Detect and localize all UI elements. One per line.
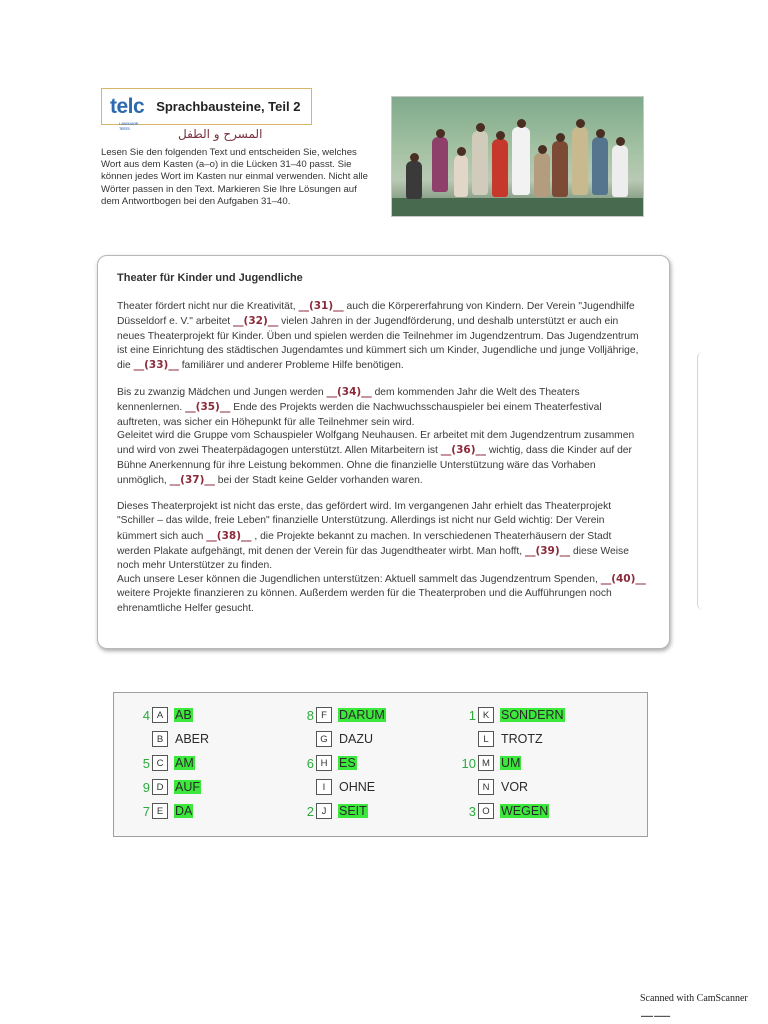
photo-person [406, 161, 422, 199]
option-letter-box[interactable]: F [316, 707, 332, 723]
photo-person [592, 137, 608, 195]
option-letter-box[interactable]: N [478, 779, 494, 795]
option-f[interactable] [288, 706, 386, 724]
photo-person [572, 127, 588, 195]
option-o[interactable] [450, 802, 549, 820]
paragraph-4: Dieses Theaterprojekt ist nicht das erste, das gefördert wird. Im vergangenen Jahr erhielt das Theaterprojekt "Schiller – das wilde, freie Leben" finanzielle Unterstützung. Allerdings ist nicht nur Geld wichtig: Der Verein kümmert sich auch __(38)__ , die Projekte bekannt zu machen. In verschiedenen Theaterhäusern der Stadt werden Plakate aufgehängt, mit denen der Verein für das Jugendtheater wirbt. Man hofft, __(39)__ diese Weise noch mehr Unterstützer zu finden. [117, 501, 629, 572]
option-l[interactable] [450, 730, 544, 748]
photo-person [432, 137, 448, 192]
option-answer-number: 7 [142, 803, 150, 819]
option-answer-number: 6 [306, 755, 314, 771]
arabic-handwritten-note: المسرح و الطفل [178, 127, 263, 141]
option-g[interactable] [288, 730, 374, 748]
paragraph-2: Bis zu zwanzig Mädchen und Jungen werden __(34)__ dem kommenden Jahr die Welt des Theaters kennenlernen. __(35)__ Ende des Projekts werden die Nachwuchsschauspieler bei einem Theaterfestival auftreten, was sicher ein Höhepunkt für alle Teilnehmer sein wird. [117, 386, 602, 428]
option-letter-box[interactable]: O [478, 803, 494, 819]
group-photo-image [391, 96, 644, 217]
option-n[interactable] [450, 778, 529, 796]
option-d[interactable] [124, 778, 201, 796]
option-letter-box[interactable]: A [152, 707, 168, 723]
option-answer-number: 2 [306, 803, 314, 819]
photo-person [492, 139, 508, 197]
option-word: ABER [175, 732, 210, 746]
option-letter-box[interactable]: H [316, 755, 332, 771]
option-k[interactable] [450, 706, 565, 724]
option-letter-box[interactable]: B [152, 731, 168, 747]
camscanner-watermark: Scanned with CamScanner [640, 993, 748, 1004]
option-j[interactable] [288, 802, 368, 820]
option-word: DAZU [339, 732, 374, 746]
option-h[interactable] [288, 754, 357, 772]
reading-text-box [97, 255, 670, 649]
option-word: DARUM [339, 708, 385, 722]
option-letter-box[interactable]: G [316, 731, 332, 747]
option-word: TROTZ [501, 732, 543, 746]
option-letter-box[interactable]: K [478, 707, 494, 723]
telc-logo: telc LANGUAGE TESTS [110, 94, 145, 131]
paragraph-5: Auch unsere Leser können die Jugendlichen unterstützen: Aktuell sammelt das Jugendzentrum Spenden, __(40)__ weitere Projekte finanzieren zu können. Außerdem werden für die Theaterproben und die Aufführungen noch ehrenamtliche Helfer gesucht. [117, 573, 646, 614]
telc-logo-subtext: LANGUAGE TESTS [119, 120, 138, 131]
photo-person [612, 145, 628, 197]
gap-40[interactable]: __(40)__ [600, 573, 646, 585]
photo-person [454, 155, 468, 197]
option-answer-number: 8 [306, 707, 314, 723]
photo-person [512, 127, 530, 195]
option-answer-number: 5 [142, 755, 150, 771]
option-letter-box[interactable]: C [152, 755, 168, 771]
option-i[interactable] [288, 778, 376, 796]
photo-person [472, 131, 488, 195]
option-letter-box[interactable]: M [478, 755, 494, 771]
option-answer-number: 3 [468, 803, 476, 819]
option-word: SEIT [339, 804, 367, 818]
option-b[interactable] [124, 730, 210, 748]
option-word: SONDERN [501, 708, 564, 722]
instructions: Lesen Sie den folgenden Text und entscheiden Sie, welches Wort aus dem Kasten (a–o) in die Lücken 31–40 passt. Sie können jedes Wort im Kasten nur einmal verwenden. Nicht alle Wörter passen in den Text. Markieren Sie Ihre Lösungen auf dem Antwortbogen bei den Aufgaben 31–40. [101, 147, 368, 207]
gap-38[interactable]: __(38)__ [206, 529, 252, 542]
option-m[interactable] [450, 754, 521, 772]
option-answer-number: 4 [142, 707, 150, 723]
option-letter-box[interactable]: D [152, 779, 168, 795]
camscanner-footnote-mark: ▬▬▬ ▬▬▬▬ [641, 1013, 671, 1018]
option-answer-number: 1 [468, 707, 476, 723]
text-title: Theater für Kinder und Jugendliche [117, 272, 303, 284]
option-word: WEGEN [501, 804, 549, 818]
gap-32[interactable]: __(32)__ [233, 315, 279, 328]
photo-person [552, 141, 568, 197]
option-word: VOR [501, 780, 529, 794]
gap-37[interactable]: __(37)__ [169, 473, 215, 486]
gap-34[interactable]: __(34)__ [326, 386, 372, 398]
option-letter-box[interactable]: I [316, 779, 332, 795]
option-letter-box[interactable]: J [316, 803, 332, 819]
option-word: AUF [175, 780, 200, 794]
option-word: UM [501, 756, 521, 770]
gap-36[interactable]: __(36)__ [440, 444, 486, 457]
option-answer-number: 10 [461, 755, 476, 771]
option-word: OHNE [339, 780, 376, 794]
option-word: ES [339, 756, 356, 770]
option-letter-box[interactable]: L [478, 731, 494, 747]
page-edge-shadow [697, 352, 704, 610]
gap-39[interactable]: __(39)__ [524, 544, 571, 557]
option-word: AB [175, 708, 192, 722]
paragraph-1: Theater fördert nicht nur die Kreativität, __(31)__ auch die Körpererfahrung von Kindern. Der Verein "Jugendhilfe Düsseldorf e. V." arbeitet __(32)__ vielen Jahren in der Jugendförderung, und deshalb unterstützt er auch ein neues Theaterprojekt für Kinder. Üben und spielen werden die Teilnehmer im Jugendzentrum. Das Jugendzentrum ist eine Einrichtung des städtischen Jugendamtes und kümmert sich um Kinder, Jugendliche und junge Volljährige, die __(33)__ familiärer und anderer Probleme Hilfe benötigen. [117, 300, 639, 372]
gap-31[interactable]: __(31)__ [298, 300, 344, 312]
option-word: AM [175, 756, 194, 770]
option-c[interactable] [124, 754, 195, 772]
paragraph-3: Geleitet wird die Gruppe vom Schauspieler Wolfgang Neuhausen. Er arbeitet mit dem Jugendzentrum zusammen und wird von zwei Theaterpädagogen unterstützt. Allen Mitarbeitern ist __(36)__ wichtig, dass die Kinder auf der Bühne Anerkennung für ihre Leistung bekommen. Ohne die finanzielle Unterstützung wäre das Vorhaben unmöglich, __(37)__ bei der Stadt keine Gelder vorhanden waren. [117, 430, 635, 486]
word-options-box [113, 692, 648, 837]
section-title: Sprachbausteine, Teil 2 [156, 99, 301, 114]
photo-person [534, 153, 550, 197]
option-a[interactable] [124, 706, 193, 724]
option-answer-number: 9 [142, 779, 150, 795]
option-e[interactable] [124, 802, 193, 820]
gap-35[interactable]: __(35)__ [185, 401, 231, 414]
gap-33[interactable]: __(33)__ [133, 359, 179, 372]
option-word: DA [175, 804, 193, 818]
option-letter-box[interactable]: E [152, 803, 168, 819]
photo-floor [392, 198, 643, 216]
telc-header [101, 88, 312, 131]
